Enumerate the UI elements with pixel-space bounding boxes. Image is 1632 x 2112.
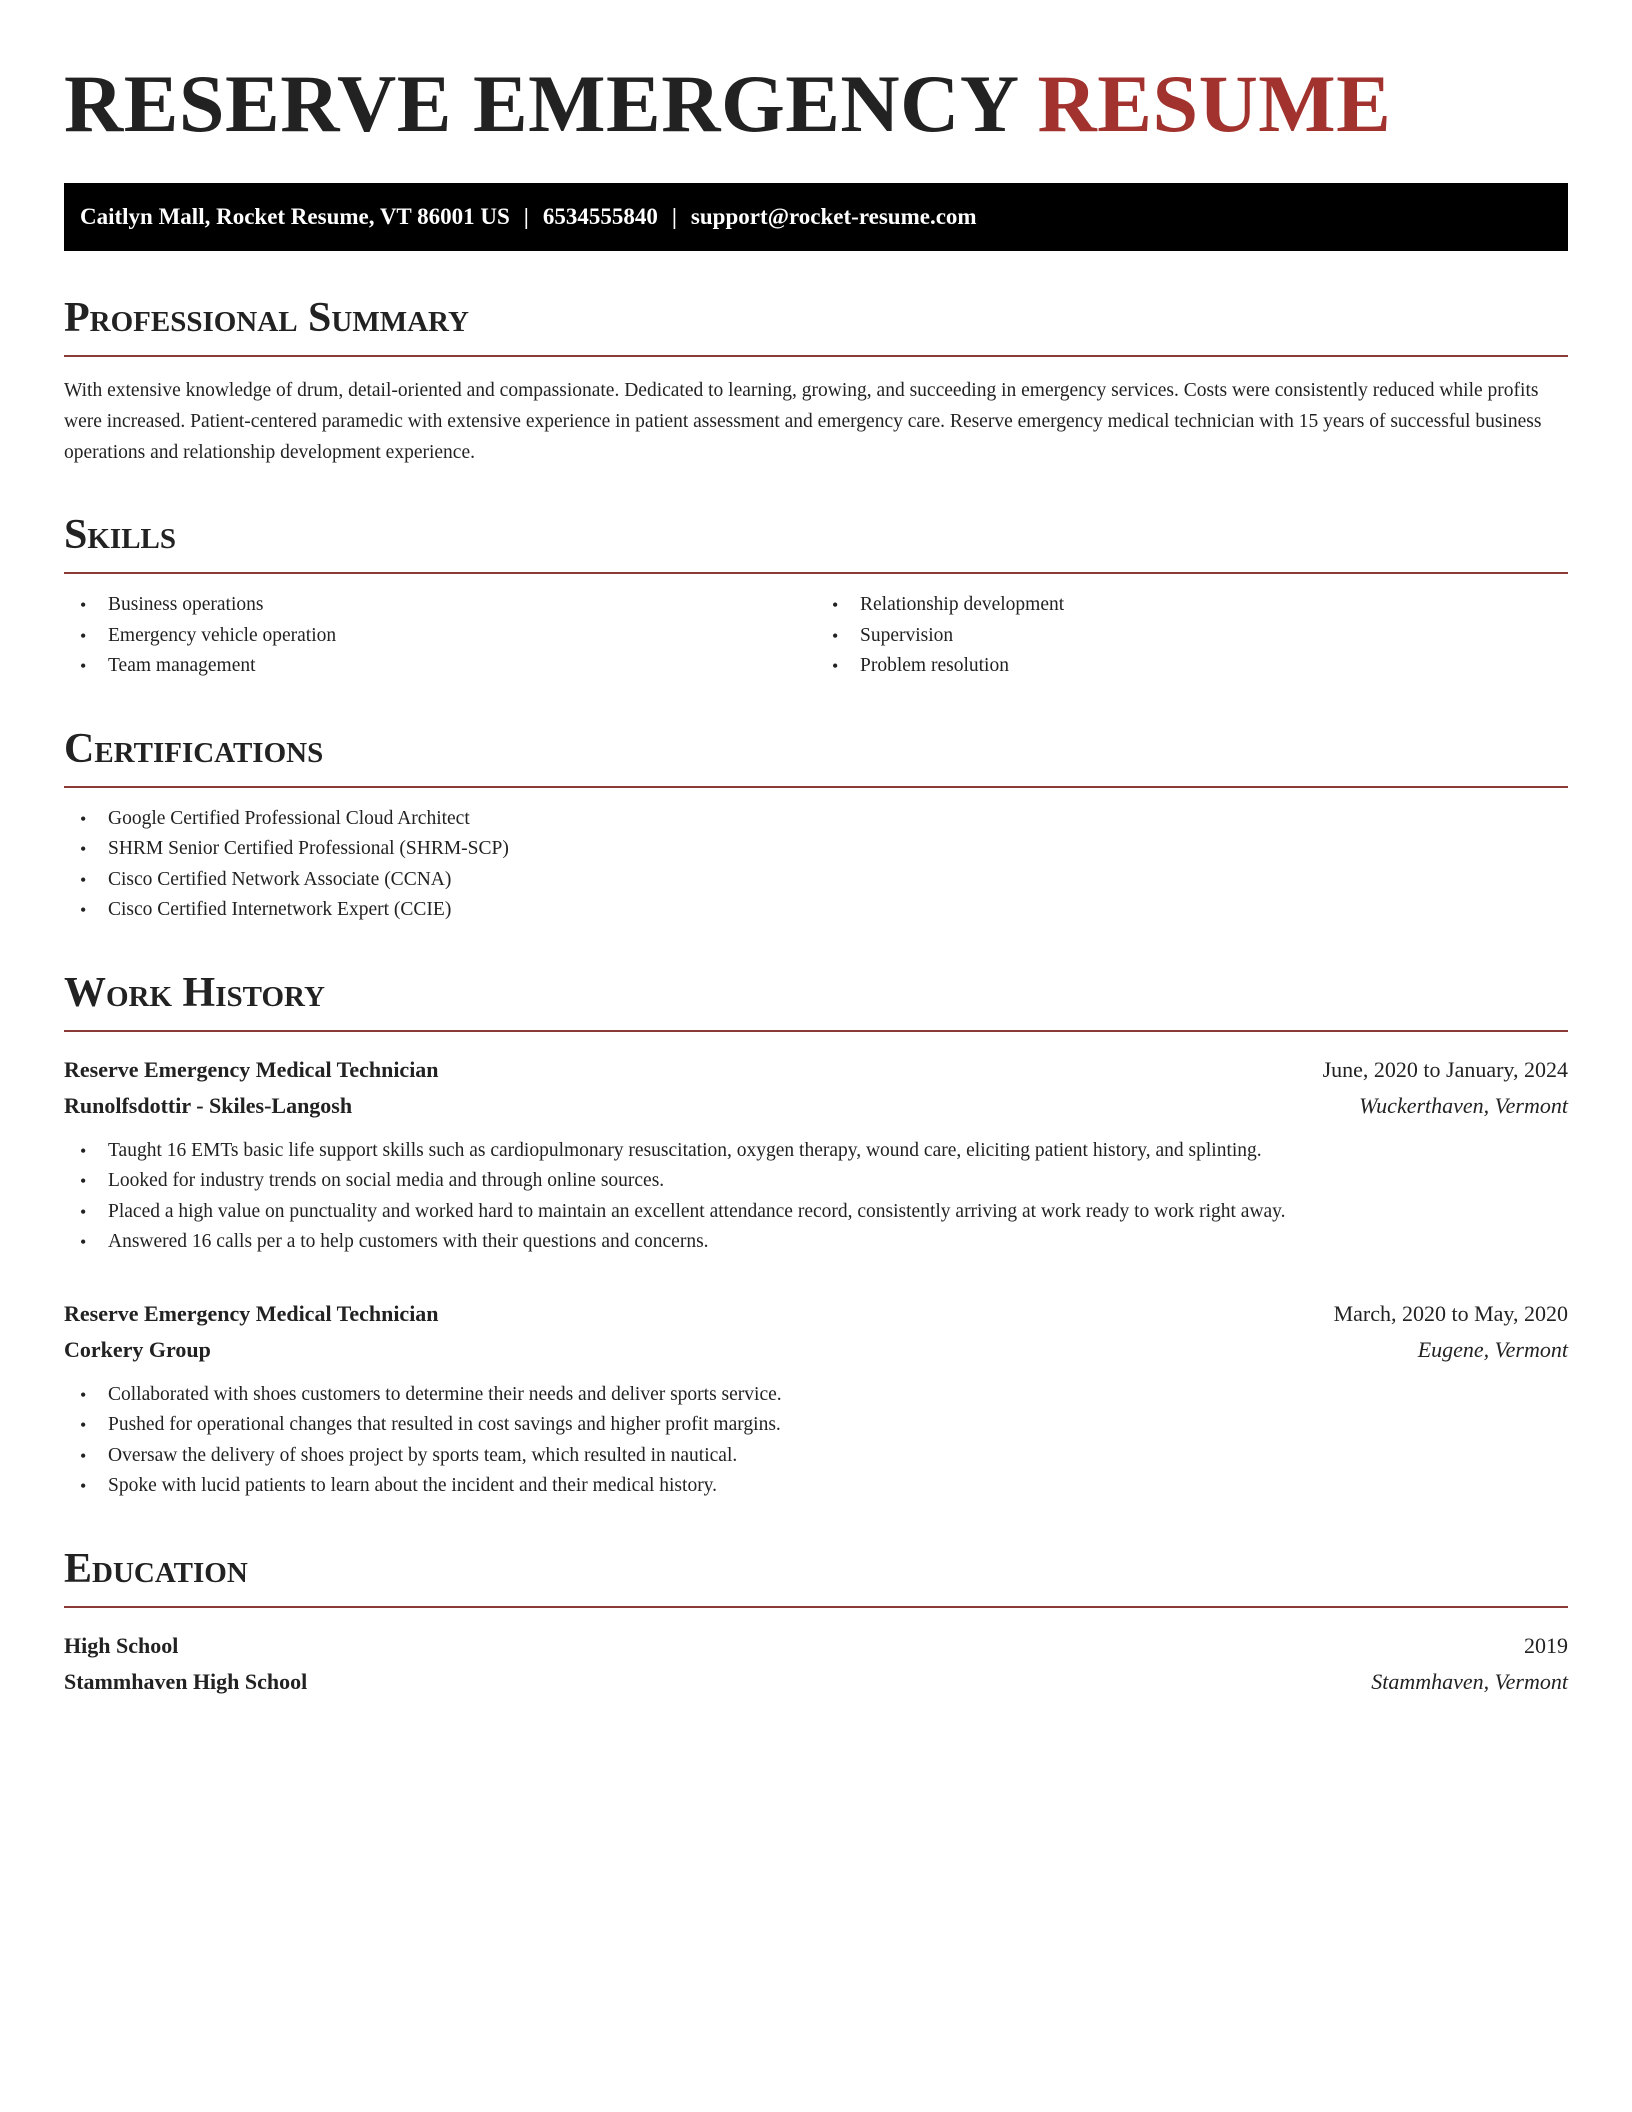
skills-list-left [64,590,816,682]
contact-separator: | [523,204,529,229]
work-history-section [64,970,1568,1502]
summary-text: With extensive knowledge of drum, detail-oriented and compassionate. Dedicated to learning, growing, and succeeding in emergency services. Costs were consistently reduced while profits were increased. Patient-centered paramedic with extensive experience in patient assessment and emergency care. Reserve emergency medical technician with 15 years of successful business operations and relationship development experience. [64,380,1542,463]
contact-email: support@rocket-resume.com [690,204,977,229]
job-bullet: • Looked for industry trends on social media and through online sources. [64,1166,1568,1197]
job-title-row [64,1052,1568,1088]
education-degree: High School [64,1632,179,1658]
education-entry [64,1628,1568,1700]
skill-item: • Team management [64,651,816,682]
certification-item: • Google Certified Professional Cloud Architect [64,804,1568,835]
job-bullets [64,1136,1568,1258]
job-location: Wuckerthaven, Vermont [1359,1092,1568,1118]
job-entry [64,1296,1568,1502]
section-heading: Certifications [64,726,1568,788]
job-company: Corkery Group [64,1336,211,1362]
education-section [64,1546,1568,1700]
skills-section [64,512,1568,682]
title-accent: RESUME [1037,58,1392,149]
education-year: 2019 [1524,1632,1568,1658]
job-company-row [64,1332,1568,1368]
job-company: Runolfsdottir - Skiles-Langosh [64,1092,353,1118]
job-entry [64,1052,1568,1258]
contact-address: Caitlyn Mall, Rocket Resume, VT 86001 US [80,204,510,229]
education-location: Stammhaven, Vermont [1371,1668,1568,1694]
job-company-row [64,1088,1568,1124]
section-heading: Work History [64,970,1568,1032]
job-bullet: • Answered 16 calls per a to help customers with their questions and concerns. [64,1227,1568,1258]
job-bullet: • Placed a high value on punctuality and worked hard to maintain an excellent attendance record, consistently arriving at work ready to work right away. [64,1197,1568,1228]
job-dates: March, 2020 to May, 2020 [1333,1300,1568,1326]
job-dates: June, 2020 to January, 2024 [1322,1056,1568,1082]
certifications-list [64,804,1568,926]
job-bullets [64,1380,1568,1502]
job-bullet: • Collaborated with shoes customers to determine their needs and deliver sports service. [64,1380,1568,1411]
job-bullet: • Spoke with lucid patients to learn about the incident and their medical history. [64,1471,1568,1502]
skill-item: • Relationship development [816,590,1568,621]
certification-item: • SHRM Senior Certified Professional (SHRM-SCP) [64,834,1568,865]
certification-item: • Cisco Certified Network Associate (CCNA) [64,865,1568,896]
education-school-row [64,1664,1568,1700]
job-location: Eugene, Vermont [1417,1336,1568,1362]
title-main: RESERVE EMERGENCY [64,58,1017,149]
summary-section [64,295,1568,468]
contact-bar [64,183,1568,251]
education-school: Stammhaven High School [64,1668,308,1694]
skill-item: • Problem resolution [816,651,1568,682]
skill-item: • Emergency vehicle operation [64,621,816,652]
section-heading: Professional Summary [64,295,1568,357]
job-title-row [64,1296,1568,1332]
job-bullet: • Oversaw the delivery of shoes project by sports team, which resulted in nautical. [64,1441,1568,1472]
section-heading: Education [64,1546,1568,1608]
skill-item: • Business operations [64,590,816,621]
job-title: Reserve Emergency Medical Technician [64,1300,439,1326]
skill-item: • Supervision [816,621,1568,652]
education-degree-row [64,1628,1568,1664]
job-bullet: • Taught 16 EMTs basic life support skills such as cardiopulmonary resuscitation, oxygen therapy, wound care, eliciting patient history, and splinting. [64,1136,1568,1167]
contact-separator: | [671,204,677,229]
skills-list-right [816,590,1568,682]
resume-title [64,58,1568,150]
contact-phone: 6534555840 [542,204,658,229]
section-heading: Skills [64,512,1568,574]
certification-item: • Cisco Certified Internetwork Expert (CCIE) [64,895,1568,926]
certifications-section [64,726,1568,926]
skills-grid [64,590,1568,682]
job-bullet: • Pushed for operational changes that resulted in cost savings and higher profit margins. [64,1410,1568,1441]
job-title: Reserve Emergency Medical Technician [64,1056,439,1082]
